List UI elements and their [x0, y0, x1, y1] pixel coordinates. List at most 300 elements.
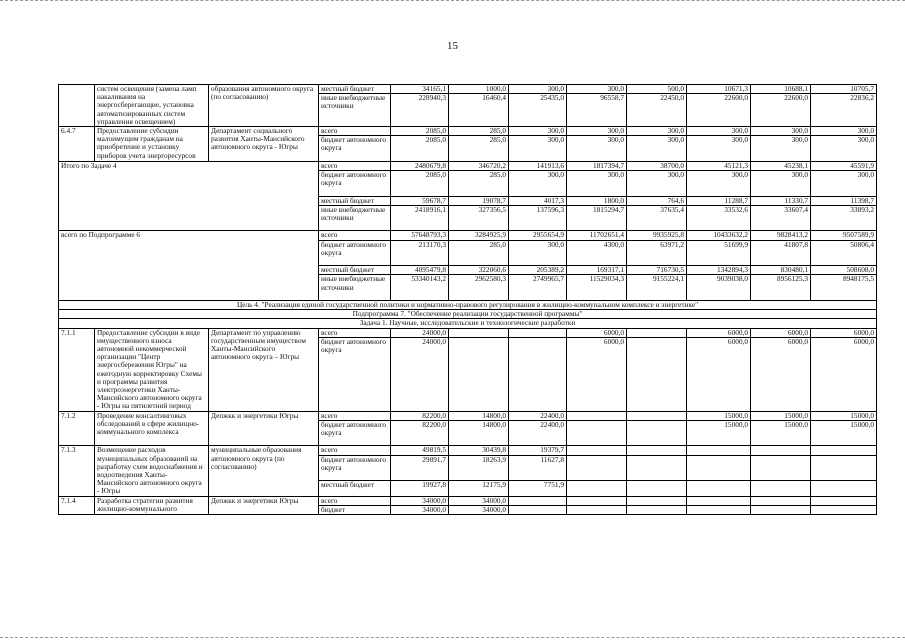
funding-source-cell	[319, 85, 391, 127]
amount-value	[567, 412, 626, 421]
amount-value: 19379,7	[509, 446, 566, 455]
amount-value: 2962580,3	[474, 274, 506, 284]
amount-value: 10433632,2	[687, 231, 750, 240]
amount-value: 285,0	[489, 135, 506, 145]
amount-value	[751, 497, 810, 506]
amount-value: 716730,5	[627, 266, 686, 275]
amount-value	[751, 481, 810, 489]
item-code: 7.1.3	[59, 446, 95, 496]
funding-source: иные внебюджетные источники	[321, 93, 386, 111]
amount-cell	[627, 85, 687, 127]
amount-value: 10705,7	[811, 85, 876, 94]
amount-value	[449, 338, 508, 363]
amount-cell	[751, 85, 811, 127]
amount-value	[567, 456, 626, 482]
amount-value	[811, 446, 876, 455]
table-body	[59, 85, 877, 515]
amount-value: 300,0	[667, 135, 684, 145]
amount-value: 508608,0	[811, 266, 876, 275]
amount-value: 45591,9	[811, 162, 876, 171]
amount-value: 4300,0	[567, 241, 626, 267]
amount-value	[627, 421, 686, 446]
amount-value: 19078,7	[449, 197, 508, 206]
amount-value: 34000,0	[391, 497, 448, 506]
amount-value: 300,0	[567, 85, 626, 94]
amount-value: 22400,0	[509, 412, 566, 421]
amount-value: 300,0	[607, 135, 624, 145]
amount-value: 33532,6	[724, 204, 748, 214]
amount-value	[687, 446, 750, 455]
amount-value: 37635,4	[660, 204, 684, 214]
amount-value: 300,0	[687, 171, 750, 197]
amount-value: 2480679,8	[391, 162, 448, 171]
amount-value: 6000,0	[727, 336, 748, 346]
amount-value: 24000,0	[422, 336, 446, 346]
amount-value: 11330,7	[751, 197, 810, 206]
amount-value: 33607,4	[784, 204, 808, 214]
amount-cell	[509, 127, 567, 162]
amount-value	[811, 506, 876, 514]
amount-value: 9155224,1	[652, 274, 684, 284]
amount-cell	[811, 85, 877, 127]
amount-cell	[509, 411, 567, 446]
amount-value: 2955654,9	[509, 231, 566, 240]
item-code: 7.1.4	[59, 496, 95, 514]
funding-source: иные внебюджетные источники	[321, 204, 386, 222]
amount-value: 96558,7	[600, 93, 624, 103]
amount-value: 34165,1	[391, 85, 448, 94]
amount-cell	[811, 328, 877, 411]
amount-value: 2085,0	[391, 127, 448, 136]
amount-value	[627, 456, 686, 482]
amount-value: 6000,0	[853, 336, 874, 346]
amount-value: 33893,2	[850, 204, 874, 214]
amount-value	[687, 506, 750, 514]
amount-cell	[391, 85, 449, 127]
amount-value: 285,0	[449, 127, 508, 136]
amount-value: 1800,0	[567, 197, 626, 206]
amount-cell	[449, 231, 509, 301]
funding-source: бюджет автономного округа	[321, 135, 386, 153]
amount-cell	[567, 446, 627, 496]
amount-value: 41807,8	[751, 241, 810, 267]
amount-value	[627, 446, 686, 455]
amount-cell	[687, 328, 751, 411]
funding-source: всего	[319, 162, 390, 171]
funding-source: бюджет автономного округа	[319, 456, 390, 482]
amount-cell	[391, 446, 449, 496]
amount-value: 327356,5	[478, 204, 506, 214]
amount-value	[509, 338, 566, 363]
amount-cell	[449, 161, 509, 231]
amount-value: 14800,0	[482, 419, 506, 429]
funding-source: всего	[319, 127, 390, 136]
amount-value: 22600,0	[724, 93, 748, 103]
amount-value: 6000,0	[787, 336, 808, 346]
amount-value: 6000,0	[811, 329, 876, 338]
item-code: 6.4.7	[59, 127, 95, 162]
amount-value	[509, 497, 566, 506]
section-heading-row	[59, 319, 877, 328]
amount-value: 14800,0	[449, 412, 508, 421]
amount-cell	[509, 85, 567, 127]
amount-value: 300,0	[627, 127, 686, 136]
amount-cell	[627, 231, 687, 301]
amount-value: 11288,7	[687, 197, 750, 206]
amount-cell	[391, 161, 449, 231]
amount-cell	[687, 411, 751, 446]
table-row	[59, 446, 877, 496]
item-name: Разработка стратегии развития жилищно-коммунального	[95, 496, 209, 514]
amount-value	[567, 497, 626, 506]
item-executor: Депжкк и энергетики Югры	[209, 496, 319, 514]
amount-cell	[751, 231, 811, 301]
amount-value: 300,0	[687, 127, 750, 136]
amount-value: 45121,3	[687, 162, 750, 171]
amount-value: 57648793,3	[391, 231, 448, 240]
amount-cell	[567, 127, 627, 162]
amount-cell	[751, 446, 811, 496]
amount-value: 141913,6	[509, 162, 566, 171]
amount-value: 8948175,5	[842, 274, 874, 284]
funding-source-cell	[319, 127, 391, 162]
scan-top-edge	[0, 0, 905, 3]
amount-value	[567, 481, 626, 489]
amount-value: 2418916,1	[414, 204, 446, 214]
amount-value: 50806,4	[811, 241, 876, 267]
amount-value: 22600,0	[784, 93, 808, 103]
amount-cell	[449, 85, 509, 127]
amount-value: 34000,0	[422, 504, 446, 514]
amount-value	[449, 329, 508, 338]
amount-value: 228940,3	[418, 93, 446, 103]
amount-value: 16460,4	[482, 93, 506, 103]
amount-cell	[627, 496, 687, 514]
amount-value: 300,0	[547, 135, 564, 145]
amount-value: 22450,0	[660, 93, 684, 103]
funding-source: бюджет автономного округа	[321, 419, 386, 437]
amount-value: 11398,7	[811, 197, 876, 206]
section-heading: Подпрограмма 7. "Обеспечение реализации государственной программы"	[59, 310, 877, 319]
amount-value: 300,0	[627, 171, 686, 197]
amount-cell	[391, 411, 449, 446]
amount-value: 300,0	[811, 127, 876, 136]
item-code	[59, 85, 95, 127]
amount-cell	[687, 446, 751, 496]
amount-value: 300,0	[509, 171, 566, 197]
amount-cell	[627, 411, 687, 446]
amount-cell	[567, 496, 627, 514]
funding-source-cell	[319, 231, 391, 301]
total-row	[59, 161, 877, 231]
amount-value	[751, 446, 810, 455]
funding-source-cell	[319, 411, 391, 446]
amount-value: 169317,1	[567, 266, 626, 275]
amount-cell	[687, 231, 751, 301]
funding-source: всего	[319, 497, 390, 506]
item-name: Предоставление субсидии в виде имущественного взноса автономной некоммерческой организации "Центр энергосбережения Югры" на ежегодную корректировку Схемы и программы развития электроэнергетики Ханты-Мансийского автономного округа - Югры на пятилетний период	[95, 328, 209, 411]
amount-value: 8956125,3	[776, 274, 808, 284]
amount-value: 300,0	[509, 241, 566, 267]
amount-cell	[751, 328, 811, 411]
amount-value: 6000,0	[751, 329, 810, 338]
amount-cell	[449, 127, 509, 162]
amount-value: 300,0	[751, 127, 810, 136]
funding-source: местный бюджет	[319, 197, 390, 206]
item-executor: Департамент по управлению государственным имуществом Ханты-Мансийского автономного округа – Югры	[209, 328, 319, 411]
funding-source-cell	[319, 328, 391, 411]
amount-cell	[567, 161, 627, 231]
amount-value: 285,0	[449, 241, 508, 267]
total-label: Итого по Задаче 4	[59, 161, 319, 231]
amount-value	[627, 506, 686, 514]
amount-cell	[811, 446, 877, 496]
amount-cell	[391, 231, 449, 301]
amount-value: 285,0	[449, 171, 508, 197]
amount-value: 22836,2	[850, 93, 874, 103]
funding-source: бюджет автономного округа	[321, 336, 386, 354]
amount-cell	[391, 496, 449, 514]
amount-value: 137596,3	[536, 204, 564, 214]
funding-source: бюджет автономного округа	[319, 171, 390, 197]
amount-value	[627, 481, 686, 489]
amount-value	[627, 412, 686, 421]
amount-value: 6000,0	[687, 329, 750, 338]
amount-value: 30439,8	[449, 446, 508, 455]
amount-value: 11627,8	[509, 456, 566, 482]
amount-cell	[449, 496, 509, 514]
amount-value: 2749965,7	[532, 274, 564, 284]
amount-value: 11529034,3	[589, 274, 624, 284]
amount-cell	[627, 161, 687, 231]
amount-cell	[509, 161, 567, 231]
amount-cell	[687, 496, 751, 514]
amount-value: 38700,0	[627, 162, 686, 171]
funding-source: всего	[319, 329, 390, 338]
amount-value: 1817394,7	[567, 162, 626, 171]
amount-value: 49819,5	[391, 446, 448, 455]
amount-value	[567, 421, 626, 446]
amount-cell	[811, 231, 877, 301]
amount-value: 82200,0	[422, 419, 446, 429]
funding-source: местный бюджет	[319, 85, 390, 94]
page-number: 15	[447, 40, 458, 52]
amount-value: 22400,0	[540, 419, 564, 429]
amount-value: 34000,0	[482, 504, 506, 514]
amount-cell	[811, 161, 877, 231]
amount-value: 9935925,8	[627, 231, 686, 240]
amount-value: 4095479,8	[391, 266, 448, 275]
amount-value: 15000,0	[724, 419, 748, 429]
item-executor: Депжкк и энергетики Югры	[209, 411, 319, 446]
amount-cell	[687, 85, 751, 127]
amount-value: 764,6	[627, 197, 686, 206]
amount-value: 15000,0	[751, 412, 810, 421]
amount-value: 15000,0	[784, 419, 808, 429]
amount-cell	[449, 411, 509, 446]
amount-cell	[509, 446, 567, 496]
funding-source-cell	[319, 161, 391, 231]
item-name: Проведение консалтинговых обследований в сфере жилищно-коммунального комплекса	[95, 411, 209, 446]
amount-cell	[627, 127, 687, 162]
funding-source-cell	[319, 446, 391, 496]
amount-value: 9828413,2	[751, 231, 810, 240]
table-row	[59, 85, 877, 127]
amount-cell	[509, 328, 567, 411]
table-row	[59, 496, 877, 514]
amount-cell	[751, 127, 811, 162]
amount-value	[751, 456, 810, 482]
amount-value: 300,0	[857, 135, 874, 145]
amount-value: 205389,2	[509, 266, 566, 275]
amount-value	[509, 506, 566, 514]
item-executor: муниципальные образования автономного округа (по согласованию)	[209, 446, 319, 496]
section-heading: Задача 1. Научные, исследовательские и технологические разработки	[59, 319, 877, 328]
amount-value: 11702651,4	[567, 231, 626, 240]
amount-cell	[751, 496, 811, 514]
amount-value: 300,0	[567, 127, 626, 136]
amount-cell	[811, 496, 877, 514]
funding-source: местный бюджет	[319, 266, 390, 275]
amount-cell	[449, 328, 509, 411]
amount-value: 29891,7	[391, 456, 448, 482]
amount-cell	[751, 411, 811, 446]
program-financing-table	[58, 84, 877, 515]
item-name: Предоставление субсидии малоимущим гражданам на приобретение и установку приборов учета энергоресурсов	[95, 127, 209, 162]
item-name: Возмещение расходов муниципальных образований на разработку схем водоснабжения и водоотведения Ханты-Мансийского автономного округа - Югры	[95, 446, 209, 496]
funding-source: всего	[319, 231, 390, 240]
amount-value: 15000,0	[811, 412, 876, 421]
amount-value: 25435,0	[540, 93, 564, 103]
table-row	[59, 328, 877, 411]
amount-value: 45238,1	[751, 162, 810, 171]
amount-value	[811, 497, 876, 506]
amount-value: 10688,1	[751, 85, 810, 94]
amount-value	[627, 329, 686, 338]
funding-source: местный бюджет	[321, 480, 374, 490]
amount-value: 6000,0	[567, 329, 626, 338]
amount-value: 7751,9	[543, 480, 564, 490]
section-heading: Цель 4. "Реализация единой государственной политики и нормативно-правового регулирования в жилищно-коммунальном комплексе и энергетике"	[59, 300, 877, 309]
amount-cell	[811, 127, 877, 162]
total-label: всего по Подпрограмме 6	[59, 231, 319, 301]
section-heading-row	[59, 300, 877, 309]
item-code: 7.1.1	[59, 328, 95, 411]
amount-cell	[627, 328, 687, 411]
amount-value: 4017,3	[509, 197, 566, 206]
funding-source: бюджет	[321, 504, 345, 514]
amount-cell	[687, 127, 751, 162]
amount-value: 1342894,3	[687, 266, 750, 275]
total-row	[59, 231, 877, 301]
item-executor: образования автономного округа (по согласованию)	[209, 85, 319, 127]
amount-value: 9039038,0	[716, 274, 748, 284]
funding-source: иные внебюджетные источники	[321, 274, 386, 292]
amount-value: 59678,7	[391, 197, 448, 206]
amount-value	[687, 497, 750, 506]
amount-value	[687, 481, 750, 489]
amount-value: 300,0	[751, 171, 810, 197]
amount-cell	[449, 446, 509, 496]
amount-value: 830480,1	[751, 266, 810, 275]
amount-value	[751, 506, 810, 514]
amount-cell	[687, 161, 751, 231]
amount-cell	[567, 231, 627, 301]
amount-value: 500,0	[627, 85, 686, 94]
amount-value: 300,0	[567, 171, 626, 197]
funding-source-cell	[319, 496, 391, 514]
amount-value: 2085,0	[425, 135, 446, 145]
amount-cell	[811, 411, 877, 446]
item-executor: Департамент социального развития Ханты-Мансийского автономного округа - Югры	[209, 127, 319, 162]
item-code: 7.1.2	[59, 411, 95, 446]
amount-cell	[391, 328, 449, 411]
amount-value: 19927,8	[422, 480, 446, 490]
amount-cell	[391, 127, 449, 162]
funding-source: всего	[319, 412, 390, 421]
amount-value: 24000,0	[391, 329, 448, 338]
scan-bottom-edge	[0, 635, 905, 638]
amount-value: 1815294,7	[592, 204, 624, 214]
amount-cell	[751, 161, 811, 231]
amount-value: 300,0	[509, 85, 566, 94]
amount-value	[687, 456, 750, 482]
amount-value: 300,0	[509, 127, 566, 136]
amount-value: 63971,2	[627, 241, 686, 267]
amount-value: 322060,6	[449, 266, 508, 275]
amount-value: 346720,2	[449, 162, 508, 171]
amount-value: 15000,0	[687, 412, 750, 421]
amount-value	[627, 497, 686, 506]
amount-value	[567, 446, 626, 455]
amount-value: 82200,0	[391, 412, 448, 421]
amount-value: 1000,0	[449, 85, 508, 94]
amount-value	[811, 456, 876, 482]
funding-source: бюджет автономного округа	[319, 241, 390, 267]
amount-cell	[627, 446, 687, 496]
table-row	[59, 127, 877, 162]
amount-value: 51699,9	[687, 241, 750, 267]
amount-value: 12175,9	[482, 480, 506, 490]
amount-value	[627, 338, 686, 363]
amount-value: 18263,9	[449, 456, 508, 482]
amount-value: 300,0	[811, 171, 876, 197]
amount-cell	[567, 85, 627, 127]
amount-cell	[509, 496, 567, 514]
amount-cell	[567, 328, 627, 411]
amount-value: 9507589,9	[811, 231, 876, 240]
amount-value: 213170,3	[391, 241, 448, 267]
amount-value: 53340143,2	[411, 274, 446, 284]
amount-value: 300,0	[731, 135, 748, 145]
amount-value: 15000,0	[850, 419, 874, 429]
amount-value: 34000,0	[449, 497, 508, 506]
item-name: систем освещения (замена ламп накаливания на энергосберегающие, установка автоматизированных систем управления освещением)	[95, 85, 209, 127]
amount-value	[811, 481, 876, 489]
amount-value	[567, 506, 626, 514]
funding-source: всего	[319, 446, 390, 455]
amount-value: 3284925,9	[449, 231, 508, 240]
amount-cell	[509, 231, 567, 301]
table-row	[59, 411, 877, 446]
amount-value: 10671,3	[687, 85, 750, 94]
amount-value: 300,0	[791, 135, 808, 145]
amount-cell	[567, 411, 627, 446]
amount-value: 6000,0	[603, 336, 624, 346]
section-heading-row	[59, 310, 877, 319]
amount-value	[509, 329, 566, 338]
amount-value: 2085,0	[391, 171, 448, 197]
